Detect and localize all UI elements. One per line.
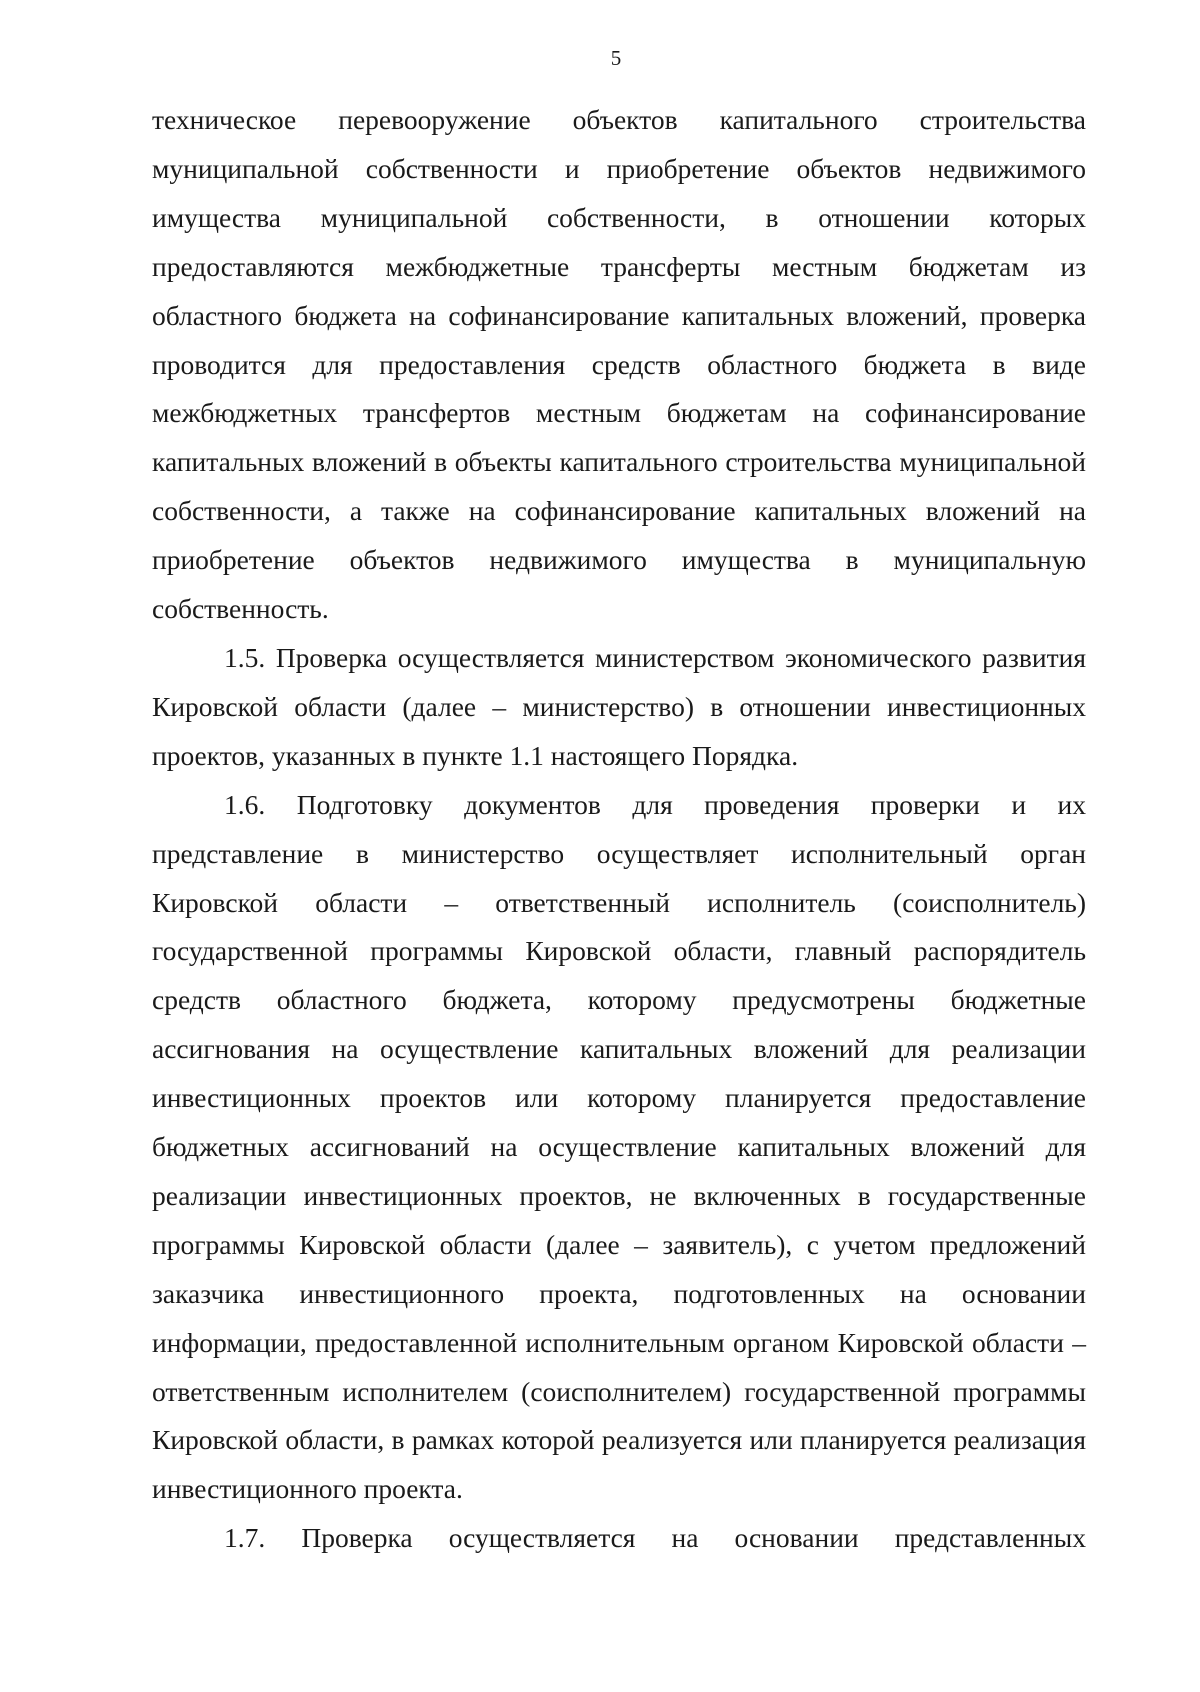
paragraph-1-5: 1.5. Проверка осуществляется министерством экономического развития Кировской области (далее – министерство) в отношении инвестиционных проектов, указанных в пункте 1.1 настоящего Порядка. <box>152 641 1086 771</box>
page-number: 5 <box>610 46 622 70</box>
paragraph-continuation: техническое перевооружение объектов капитального строительства муниципальной собственности и приобретение объектов недвижимого имущества муниципальной собственности, в отношении которых предоставляются межбюджетные трансферты местным бюджетам из областного бюджета на софинансирование капитальных вложений, проверка проводится для предоставления средств областного бюджета в виде межбюджетных трансфертов местным бюджетам на софинансирование капитальных вложений в объекты капитального строительства муниципальной собственности, а также на софинансирование капитальных вложений на приобретение объектов недвижимого имущества в муниципальную собственность. <box>152 104 1086 625</box>
document-body <box>152 96 1086 1563</box>
paragraph-1-7: 1.7. Проверка осуществляется на основании представленных <box>224 1522 1086 1554</box>
paragraph-1-6: 1.6. Подготовку документов для проведения проверки и их представление в министерство осуществляет исполнительный орган Кировской области – ответственный исполнитель (соисполнитель) государственной программы Кировской области, главный распорядитель средств областного бюджета, которому предусмотрены бюджетные ассигнования на осуществление капитальных вложений для реализации инвестиционных проектов или которому планируется предоставление бюджетных ассигнований на осуществление капитальных вложений для реализации инвестиционных проектов, не включенных в государственные программы Кировской области (далее – заявитель), с учетом предложений заказчика инвестиционного проекта, подготовленных на основании информации, предоставленной исполнительным органом Кировской области – ответственным исполнителем (соисполнителем) государственной программы Кировской области, в рамках которой реализуется или планируется реализация инвестиционного проекта. <box>152 788 1086 1505</box>
